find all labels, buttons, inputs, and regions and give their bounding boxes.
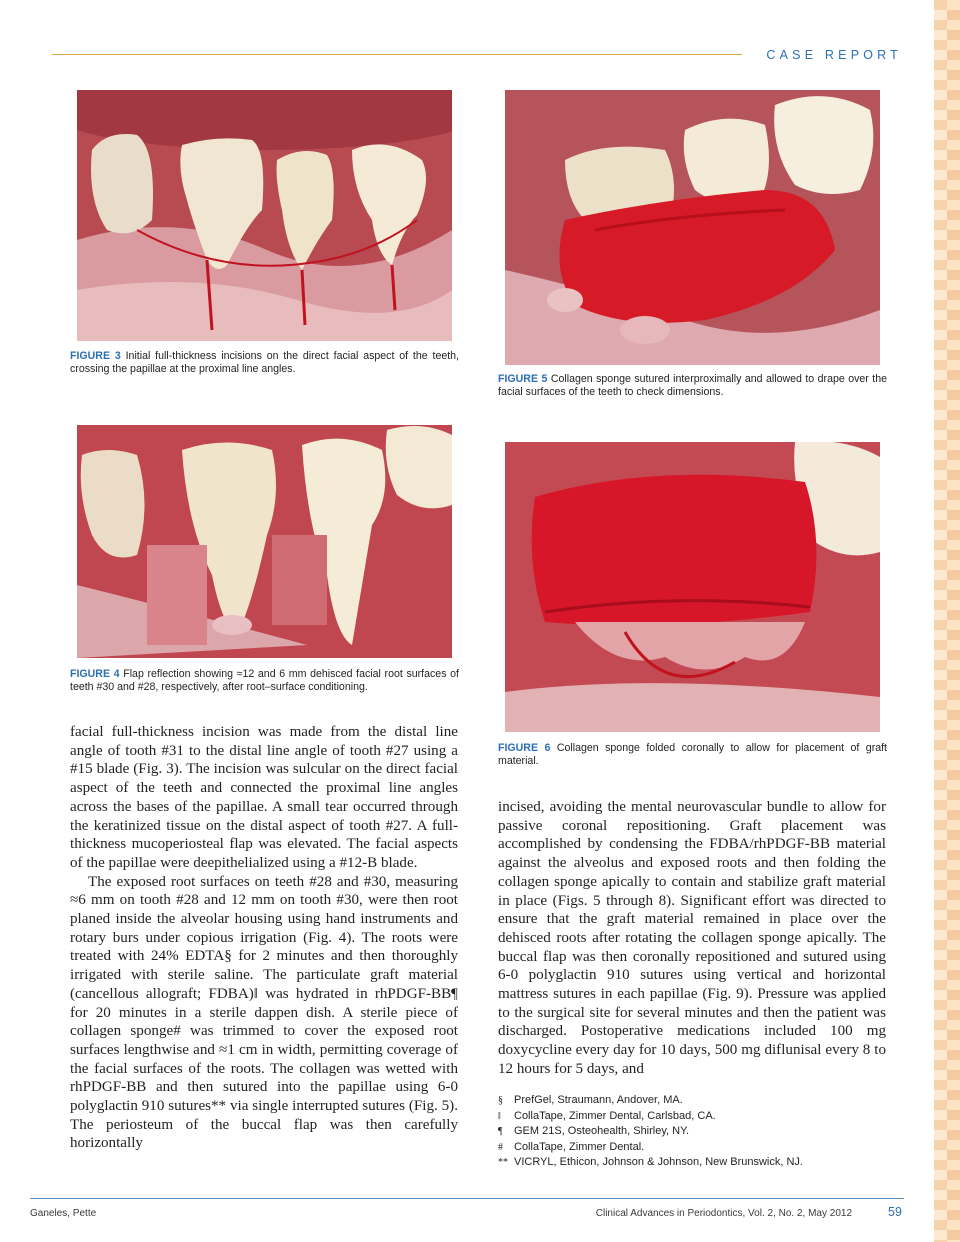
footnote	[498, 1109, 898, 1125]
figure-5-caption-text: Collagen sponge sutured interproximally and allowed to drape over the facial surfaces of the teeth to check dimensions.	[498, 373, 887, 398]
figure-6-caption	[498, 742, 887, 768]
footnote	[498, 1155, 898, 1171]
footnote-mark: #	[498, 1141, 503, 1153]
footnote	[498, 1093, 898, 1109]
footer-rule	[30, 1198, 904, 1199]
page-number: 59	[888, 1205, 902, 1219]
side-color-stripe	[934, 0, 960, 1242]
footnote-mark: **	[498, 1157, 508, 1169]
footnote-text: PrefGel, Straumann, Andover, MA.	[514, 1094, 683, 1106]
footnote-text: VICRYL, Ethicon, Johnson & Johnson, New Brunswick, NJ.	[514, 1156, 803, 1169]
figure-4-caption	[70, 668, 459, 694]
footer-journal: Clinical Advances in Periodontics, Vol. 2, No. 2, May 2012	[595, 1208, 852, 1219]
figure-6-label: FIGURE 6	[498, 742, 551, 754]
figure-4-photo	[77, 425, 452, 658]
figure-5-label: FIGURE 5	[498, 373, 548, 385]
footnote	[498, 1124, 898, 1140]
footnote	[498, 1140, 898, 1156]
footnote-mark: ¶	[498, 1126, 503, 1138]
figure-3-photo	[77, 90, 452, 341]
body-paragraph: facial full-thickness incision was made from the distal line angle of tooth #31 to the distal line angle of tooth #27 using a #15 blade (Fig. 3). The incision was sulcular on the direct facial aspect of the teeth and connected the proximal line angles across the bases of the papillae. A small tear occurred through the keratinized tissue on the distal aspect of tooth #27. A full-thickness mucoperiosteal flap was elevated. The facial aspects of the papillae were deepithelialized using a #12-B blade.	[70, 724, 458, 871]
footnotes	[498, 1093, 898, 1171]
header-rule	[52, 54, 742, 55]
footer-authors: Ganeles, Pette	[30, 1208, 97, 1219]
figure-3-caption-text: Initial full-thickness incisions on the direct facial aspect of the teeth, crossing the papillae at the proximal line angles.	[70, 350, 459, 375]
footnote-text: GEM 21S, Osteohealth, Shirley, NY.	[514, 1125, 690, 1138]
figure-3-label: FIGURE 3	[70, 350, 121, 362]
footnote-mark: ‖	[498, 1110, 501, 1122]
figure-4-label: FIGURE 4	[70, 668, 120, 680]
footnote-mark: §	[498, 1095, 503, 1106]
figure-6-photo	[505, 442, 880, 732]
figure-3-caption	[70, 350, 459, 376]
footnote-text: CollaTape, Zimmer Dental, Carlsbad, CA.	[514, 1109, 716, 1122]
running-head: CASE REPORT	[766, 48, 902, 62]
figure-5-caption	[498, 373, 887, 399]
figure-5-photo	[505, 90, 880, 365]
body-paragraph: incised, avoiding the mental neurovascular bundle to allow for passive coronal repositioning. Graft placement was accomplished by condensing the FDBA/rhPDGF-BB material against the alveolus and exposed roots and then folding the collagen sponge apically to contain and stabilize graft material in place (Figs. 5 through 8). Significant effort was directed to ensure that the graft material remained in place over the dehisced roots after rotating the collagen sponge apically. The buccal flap was then coronally repositioned and sutured using 6-0 polyglactin 910 sutures using vertical and horizontal mattress sutures in each papillae (Fig. 9). Pressure was applied to the surgical site for several minutes and then the patient was discharged. Postoperative medications included 100 mg doxycycline every day for 10 days, 500 mg diflunisal every 8 to 12 hours for 5 days, and	[498, 799, 886, 1077]
body-paragraph: The exposed root surfaces on teeth #28 and #30, measuring ≈6 mm on tooth #28 and 12 mm on tooth #30, were then root planed inside the alveolar housing using hand instruments and rotary burs under copious irrigation (Fig. 4). The roots were treated with 24% EDTA§ for 2 minutes and then thoroughly irrigated with sterile saline. The particulate graft material (cancellous allograft; FDBA)‖ was hydrated in rhPDGF-BB¶ for 20 minutes in a sterile dappen dish. A sterile piece of collagen sponge# was trimmed to cover the exposed root surfaces lengthwise and ≈1 cm in width, permitting coverage of the facial surfaces of the roots. The collagen was wetted with rhPDGF-BB and then sutured into the papillae using 6-0 polyglactin 910 sutures** via single interrupted sutures (Fig. 5). The periosteum of the buccal flap was then carefully horizontally	[70, 873, 458, 1152]
right-body-column	[498, 798, 886, 1079]
left-body-column	[70, 723, 458, 1153]
figure-4-caption-text: Flap reflection showing ≈12 and 6 mm dehisced facial root surfaces of teeth #30 and #28, respectively, after root–surface conditioning.	[70, 668, 459, 693]
figure-6-caption-text: Collagen sponge folded coronally to allow for placement of graft material.	[498, 742, 888, 767]
footnote-text: CollaTape, Zimmer Dental.	[514, 1140, 645, 1153]
